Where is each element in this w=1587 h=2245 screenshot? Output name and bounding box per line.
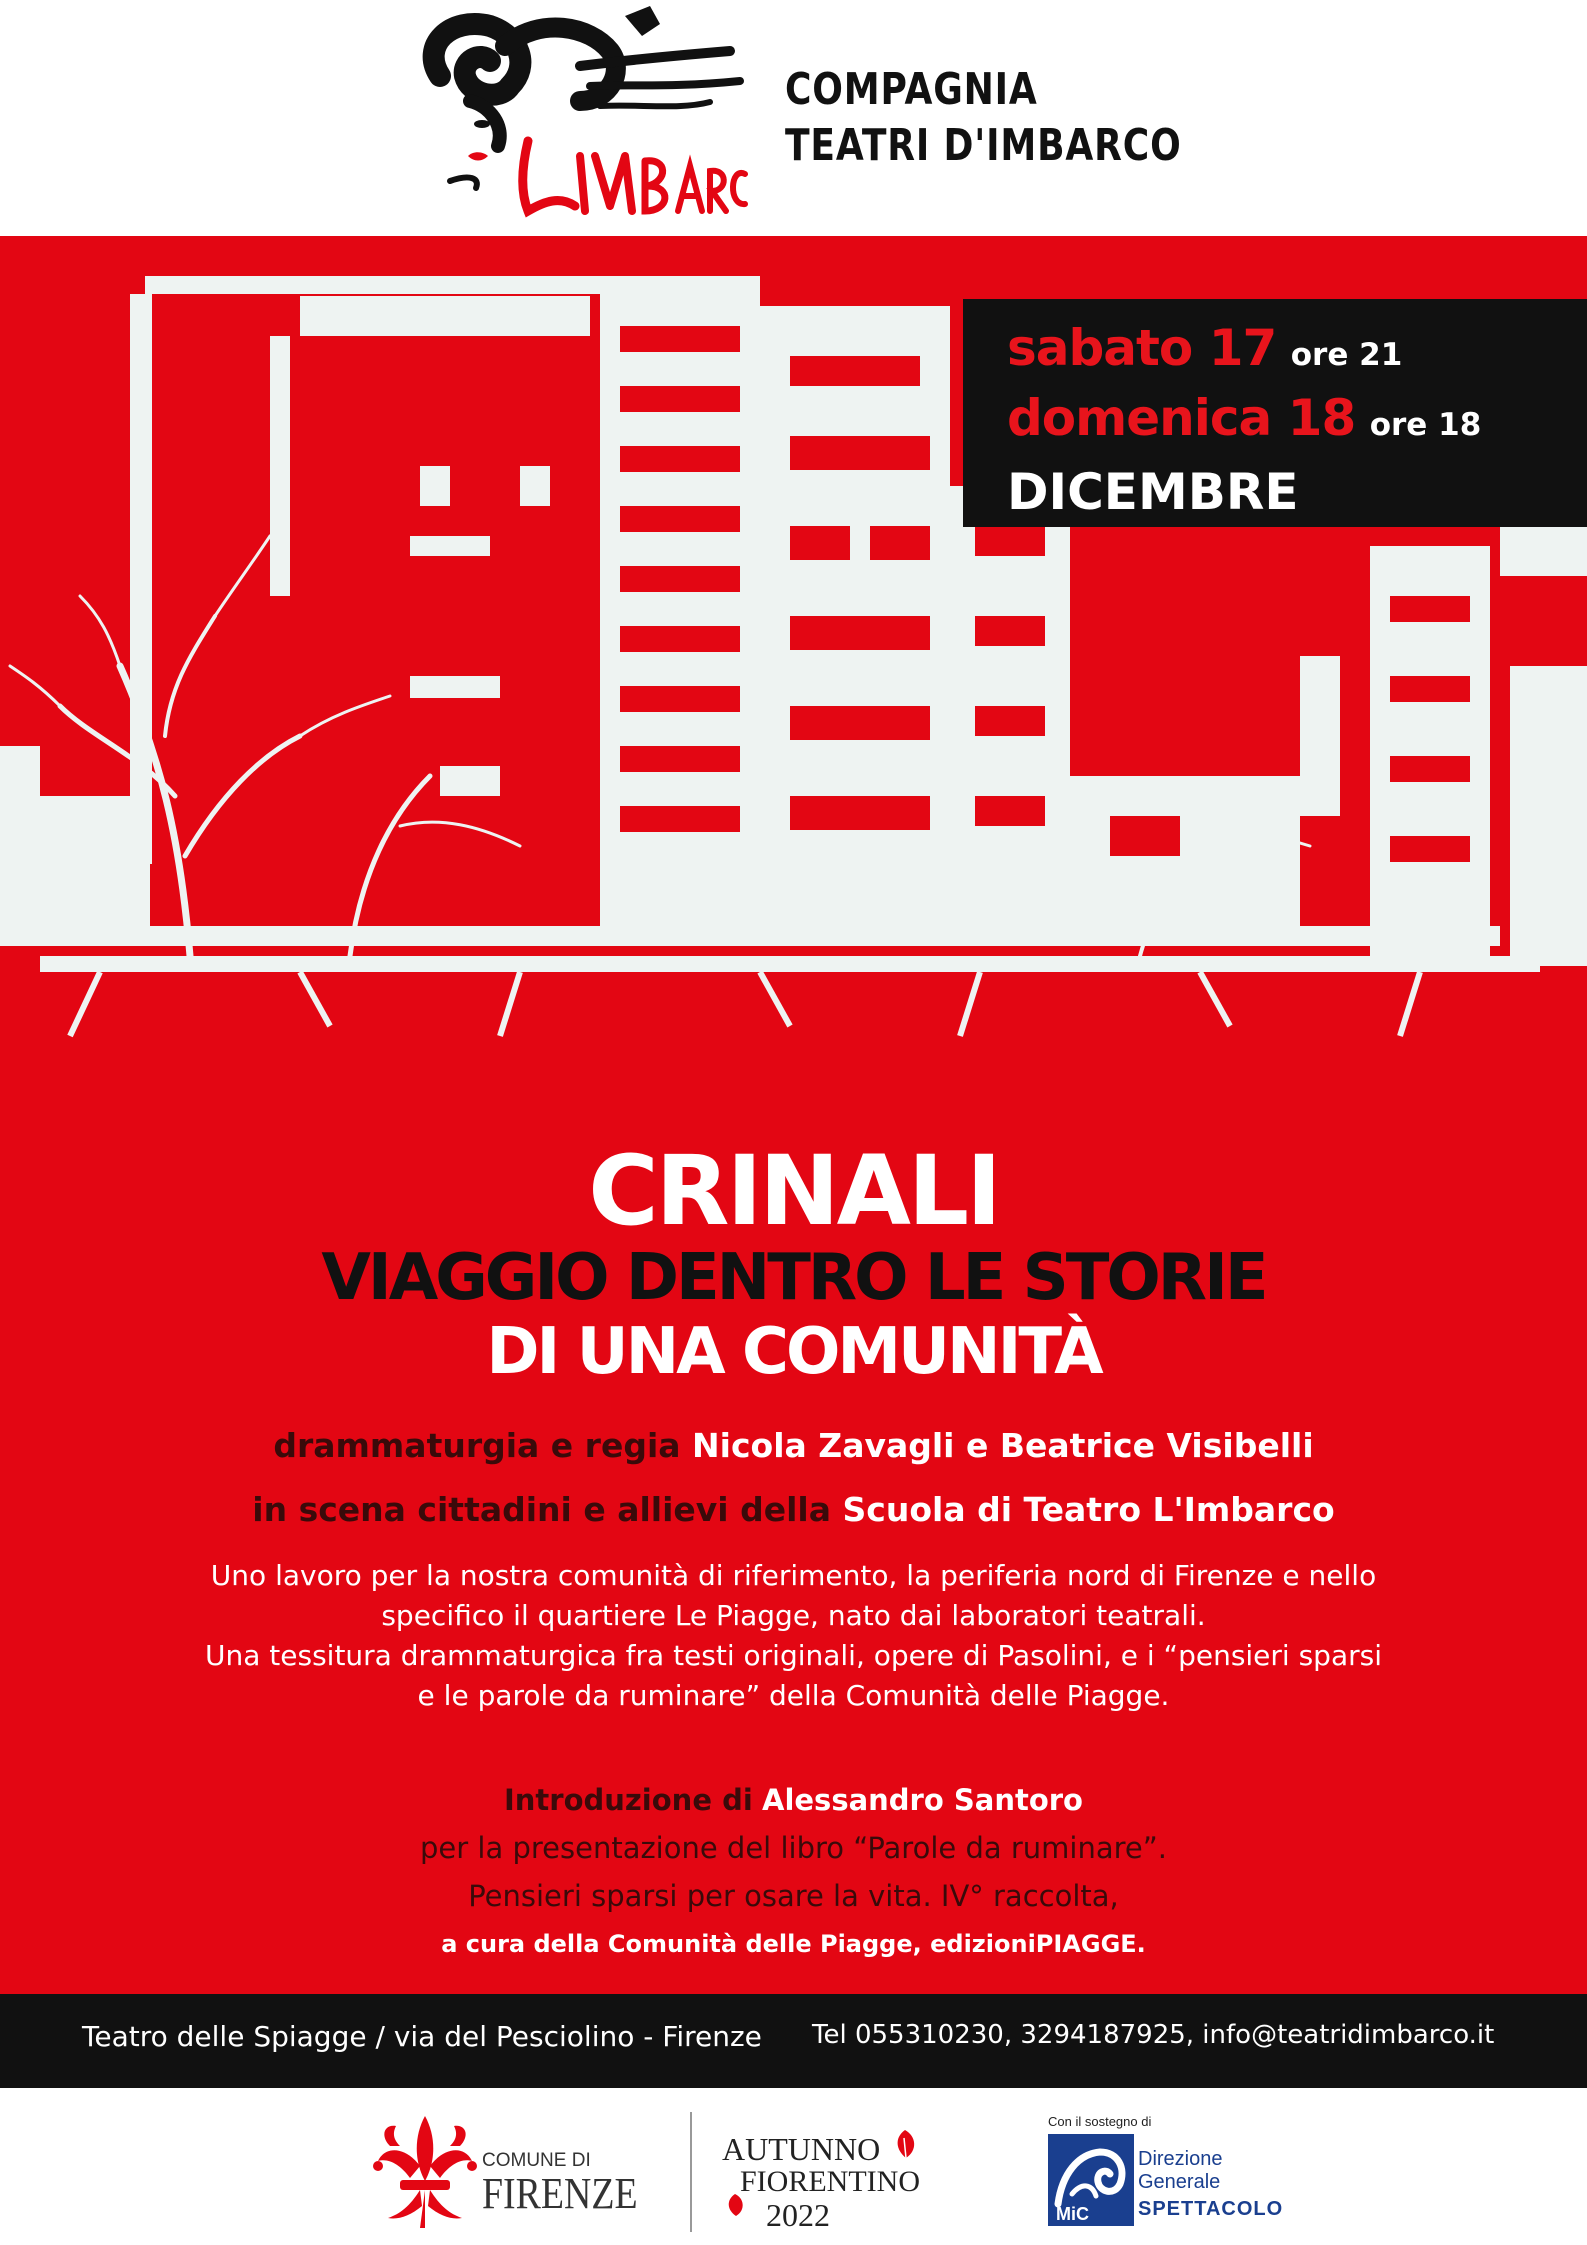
- autunno-line-3: 2022: [766, 2197, 830, 2233]
- direction-label: drammaturgia e regia: [273, 1426, 681, 1465]
- mic-text: MiC: [1056, 2204, 1089, 2224]
- intro-line-4: a cura della Comunità delle Piagge, edizioniPIAGGE.: [441, 1930, 1146, 1958]
- show-subtitle-line-2: DI UNA COMUNITÀ: [486, 1315, 1101, 1389]
- date-month: DICEMBRE: [1007, 463, 1299, 521]
- company-name: [785, 62, 1269, 174]
- cast-label: in scena cittadini e allievi della: [252, 1490, 832, 1529]
- sponsors-strip: [0, 2088, 1587, 2245]
- intro-speaker: Alessandro Santoro: [762, 1783, 1083, 1817]
- florence-lily-icon: [370, 2106, 480, 2232]
- autunno-line-1: AUTUNNO: [722, 2131, 881, 2167]
- dg-line-2: Generale: [1138, 2171, 1221, 2193]
- sponsor-divider: [690, 2112, 692, 2232]
- description-line-1: Uno lavoro per la nostra comunità di riferimento, la periferia nord di Firenze e nello: [210, 1559, 1377, 1592]
- intro-line-3: Pensieri sparsi per osare la vita. IV° raccolta,: [468, 1879, 1119, 1913]
- poster-header: [0, 0, 1587, 236]
- comune-name: FIRENZE: [482, 2169, 638, 2218]
- director-2: Beatrice Visibelli: [999, 1426, 1314, 1465]
- autunno-line-2: FIORENTINO: [740, 2165, 920, 2198]
- school-name: Scuola di Teatro L'Imbarco: [842, 1490, 1335, 1529]
- info-bar: [0, 1994, 1587, 2088]
- direzione-generale-spettacolo: [1138, 2148, 1283, 2221]
- description: [0, 1556, 1587, 1716]
- contact-info: Tel 055310230, 3294187925, info@teatridimbarco.it: [812, 2020, 1495, 2050]
- support-label: Con il sostegno di: [1048, 2114, 1152, 2129]
- venue-address: Teatro delle Spiagge / via del Pesciolino - Firenze: [82, 2020, 762, 2053]
- date-day-1: sabato 17: [1007, 319, 1277, 377]
- credit-and: e: [965, 1426, 989, 1465]
- date-row-2: [1007, 389, 1587, 459]
- comune-label: COMUNE DI: [482, 2150, 591, 2171]
- date-day-2: domenica 18: [1007, 389, 1356, 447]
- date-time-2: ore 18: [1369, 407, 1482, 443]
- poster-body: [0, 236, 1587, 1994]
- company-line-1: COMPAGNIA: [785, 64, 1038, 115]
- description-line-4: e le parole da ruminare” della Comunità delle Piagge.: [417, 1679, 1170, 1712]
- red-leaf-icon: [892, 2128, 918, 2160]
- introduction: [0, 1776, 1587, 1968]
- dg-line-1: Direzione: [1138, 2148, 1223, 2170]
- director-1: Nicola Zavagli: [692, 1426, 955, 1465]
- date-time-1: ore 21: [1290, 337, 1403, 373]
- intro-line-1: [0, 1776, 1587, 1824]
- cast-credit: [0, 1488, 1587, 1532]
- dg-line-3: SPETTACOLO: [1138, 2198, 1284, 2220]
- description-line-2: specifico il quartiere Le Piagge, nato dai laboratori teatrali.: [381, 1599, 1206, 1632]
- date-row-1: [1007, 319, 1587, 389]
- direction-credit: [0, 1424, 1587, 1468]
- teatri-d-imbarco-logo: [410, 6, 750, 232]
- red-leaf-icon: [724, 2192, 746, 2218]
- description-line-3: Una tessitura drammaturgica fra testi originali, opere di Pasolini, e i “pensieri sparsi: [204, 1639, 1382, 1672]
- intro-label: Introduzione di: [504, 1783, 753, 1817]
- intro-line-2: per la presentazione del libro “Parole da ruminare”.: [420, 1831, 1167, 1865]
- date-box: [963, 299, 1587, 527]
- title-block: [0, 1136, 1587, 1390]
- show-subtitle-line-1: VIAGGIO DENTRO LE STORIE: [321, 1241, 1266, 1315]
- mic-logo: [1048, 2134, 1134, 2226]
- company-line-2: TEATRI D'IMBARCO: [785, 120, 1182, 171]
- show-title: CRINALI: [588, 1135, 999, 1247]
